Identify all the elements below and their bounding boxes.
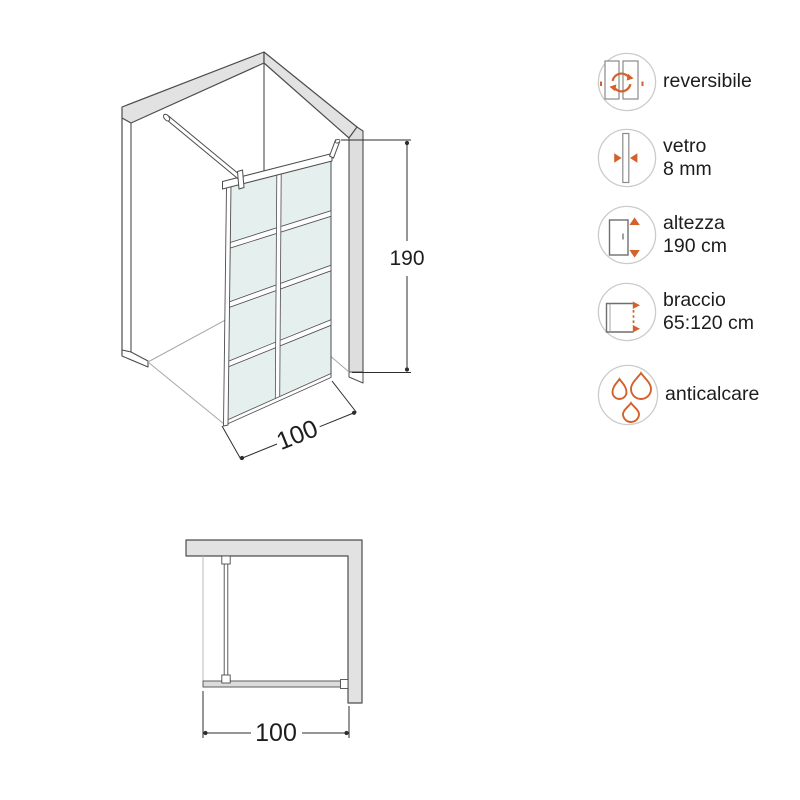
feature-label [663, 70, 752, 94]
width-dimension-label-3d: 100 [272, 414, 322, 456]
reversible-icon [597, 52, 657, 112]
height-icon [597, 205, 657, 265]
anti-limescale-icon [597, 364, 659, 426]
top-plan-view [186, 540, 362, 747]
feature-label [663, 212, 727, 259]
glass-thickness-icon [597, 128, 657, 188]
feature-anti-limescale [597, 364, 759, 426]
feature-label [663, 135, 712, 182]
feature-text: 8 mm [663, 158, 712, 180]
feature-text: altezza [663, 211, 725, 234]
feature-glass-thickness [597, 128, 712, 188]
feature-reversible [597, 52, 752, 112]
arm-length-icon [597, 282, 657, 342]
feature-height [597, 205, 727, 265]
top-view-walls [186, 540, 362, 703]
feature-text: reversibile [663, 70, 752, 93]
top-view-width-label: 100 [255, 719, 297, 747]
feature-text: braccio [663, 288, 726, 311]
top-view-wall-bracket [341, 680, 349, 689]
top-view-arm [222, 556, 230, 683]
feature-label [663, 289, 754, 336]
feature-arm-length [597, 282, 754, 342]
feature-label [665, 383, 759, 407]
top-view-dimension [203, 691, 349, 747]
feature-text: 190 cm [663, 235, 727, 257]
front-3d-view [122, 52, 425, 460]
feature-text: vetro [663, 134, 707, 157]
feature-text: 65:120 cm [663, 312, 755, 334]
feature-text: anticalcare [665, 383, 760, 406]
height-dimension-label: 190 [389, 247, 425, 270]
